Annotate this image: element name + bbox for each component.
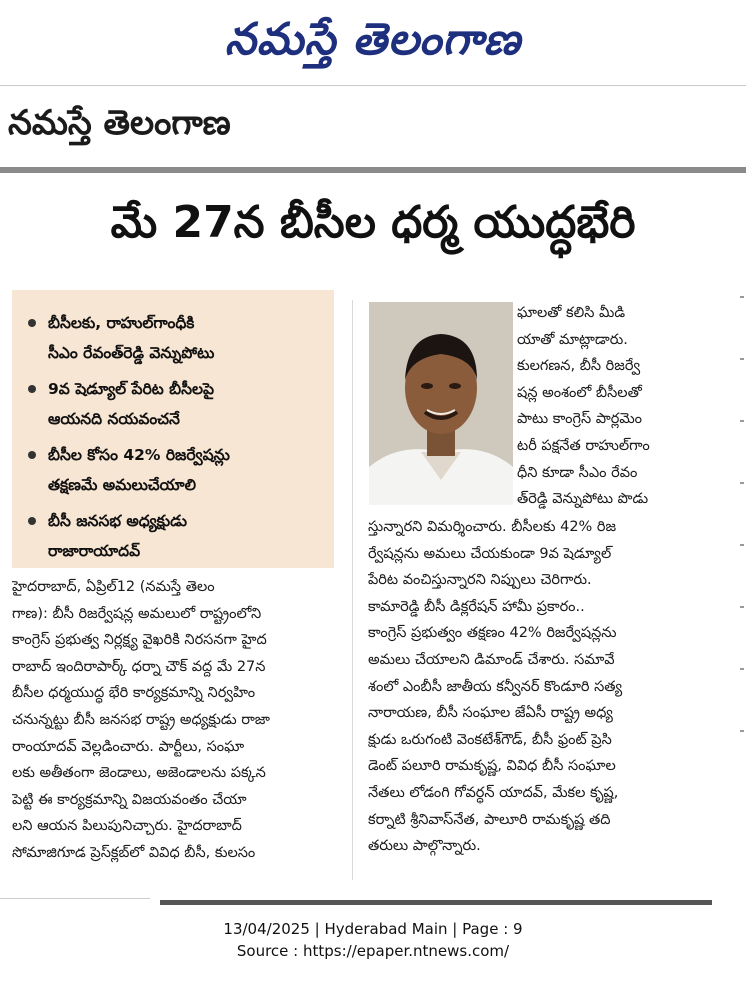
article-headline: మే 27న బీసీల ధర్మ యుద్ధభేరి [110,197,636,248]
text-line: చనున్నట్టు బీసీ జనసభ రాష్ట్ర అధ్యక్షుడు రాజా [12,711,270,728]
text-line: యాతో మాట్లాడారు. [517,331,628,348]
text-line: గాణ): బీసీ రిజర్వేషన్ల అమలులో రాష్ట్రంలోని [12,605,262,622]
text-line: నారాయణ, బీసీ సంఘాల జేఏసీ రాష్ట్ర అధ్య [368,705,613,722]
text-line: సోమాజిగూడ ప్రెస్‌క్లబ్‌లో వివిధ బీసీ, కులసం [12,844,256,861]
article-column-right-top [517,300,725,513]
text-line: ర్వేషన్లను అమలు చేయకుండా 9వ షెడ్యూల్ [368,545,612,562]
highlight-line: ఆయనది నయవంచనే [48,410,180,428]
text-line: డెంట్ పలూరి రామకృష్ణ, వివిధ బీసీ సంఘాల [368,758,616,775]
portrait-photo [369,302,513,505]
text-line: కాంగ్రెస్ ప్రభుత్వ నిర్లక్ష్య వైఖరికి నిరసనగా హైద [12,632,267,649]
masthead-logo: నమస్తే తెలంగాణ [224,14,522,65]
footer-source-link[interactable]: Source : https://epaper.ntnews.com/ [236,942,510,960]
highlight-item [28,440,324,500]
text-line: హైదరాబాద్, ఏప్రిల్12 (నమస్తే తెలం [12,579,215,595]
column-divider [352,300,353,880]
bullet-icon [28,319,36,327]
highlight-line: బీసీ జనసభ అధ్యక్షుడు [48,512,187,530]
text-line: కులగణన, బీసీ రిజర్వే [517,358,641,375]
text-line: కర్నాటి శ్రీనివాస్‌నేత, పాలూరి రామకృష్ణ తది [368,811,611,828]
bullet-icon [28,517,36,525]
text-line: స్తున్నారని విమర్శించారు. బీసీలకు 42% రిజ [368,519,617,535]
text-line: పాటు కాంగ్రెస్ పార్లమెం [517,411,643,428]
text-line: షన్ల అంశంలో బీసీలతో [517,384,642,401]
section-brand: నమస్తే తెలంగాణ [8,103,231,143]
highlight-item [28,374,324,434]
footer-rule [160,900,712,905]
text-line: రాంయాదవ్ వెల్లడించారు. పార్టీలు, సంఘా [12,738,245,755]
text-line: పెట్టి ఈ కార్యక్రమాన్ని విజయవంతం చేయా [12,791,247,808]
highlight-line: 9వ షెడ్యూల్ పేరిట బీసీలపై [48,380,214,398]
highlight-line: బీసీలకు, రాహుల్‌గాంధీకి [48,314,195,332]
text-line: ఘాలతో కలిసి మీడి [517,305,626,321]
text-line: లని ఆయన పిలుపునిచ్చారు. హైదరాబాద్ [12,818,242,835]
footer [0,918,746,962]
text-line: కామారెడ్డి బీసీ డిక్లరేషన్ హామీ ప్రకారం.. [368,598,585,615]
header-rule [0,167,746,173]
text-line: ధీని కూడా సీఎం రేవం [517,464,638,481]
bullet-icon [28,451,36,459]
article-column-right [368,514,726,860]
footer-rule-left [0,898,150,899]
text-line: టరీ పక్షనేత రాహుల్‌గాం [517,437,650,454]
text-line: పేరిట వంచిస్తున్నారని నిప్పులు చెరిగారు. [368,572,592,589]
highlights-box [12,290,334,568]
highlight-line: బీసీల కోసం 42% రిజర్వేషన్లు [48,446,230,464]
highlight-item [28,506,324,566]
text-line: శంలో ఎంబీసీ జాతీయ కన్వీనర్ కొండూరి సత్య [368,678,623,695]
text-line: లకు అతీతంగా జెండాలు, అజెండాలను పక్కన [12,765,266,782]
text-line: అమలు చేయాలని డిమాండ్ చేశారు. సమావే [368,651,615,668]
text-line: నేతలు లోడంగి గోవర్ధన్ యాదవ్, మేకల కృష్ణ, [368,784,619,801]
text-line: క్షుడు ఒరుగంటి వెంకటేశ్‌గౌడ్, బీసీ ఫ్రంట్ ప్రెసి [368,731,612,748]
highlight-item [28,308,324,368]
text-line: త్‌రెడ్డి వెన్నుపోటు పొడు [517,491,649,508]
highlight-line: సీఎం రేవంత్‌రెడ్డి వెన్నుపోటు [48,344,215,362]
adjacent-article-edge [740,296,746,866]
highlight-line: రాజారాయాదవ్ [48,542,141,560]
highlight-line: తక్షణమే అమలుచేయాలి [48,476,196,494]
article-column-left [12,574,342,867]
text-line: రాబాద్ ఇందిరాపార్క్ ధర్నా చౌక్ వద్ద మే 27న [12,658,266,675]
footer-date-edition: 13/04/2025 | Hyderabad Main | Page : 9 [223,920,523,938]
portrait-image [369,302,513,505]
bullet-icon [28,385,36,393]
text-line: తరులు పాల్గొన్నారు. [368,838,481,855]
text-line: బీసీల ధర్మయుద్ధ భేరి కార్యక్రమాన్ని నిర్వహిం [12,685,256,702]
text-line: కాంగ్రెస్ ప్రభుత్వం తక్షణం 42% రిజర్వేషన్లను [368,625,617,642]
